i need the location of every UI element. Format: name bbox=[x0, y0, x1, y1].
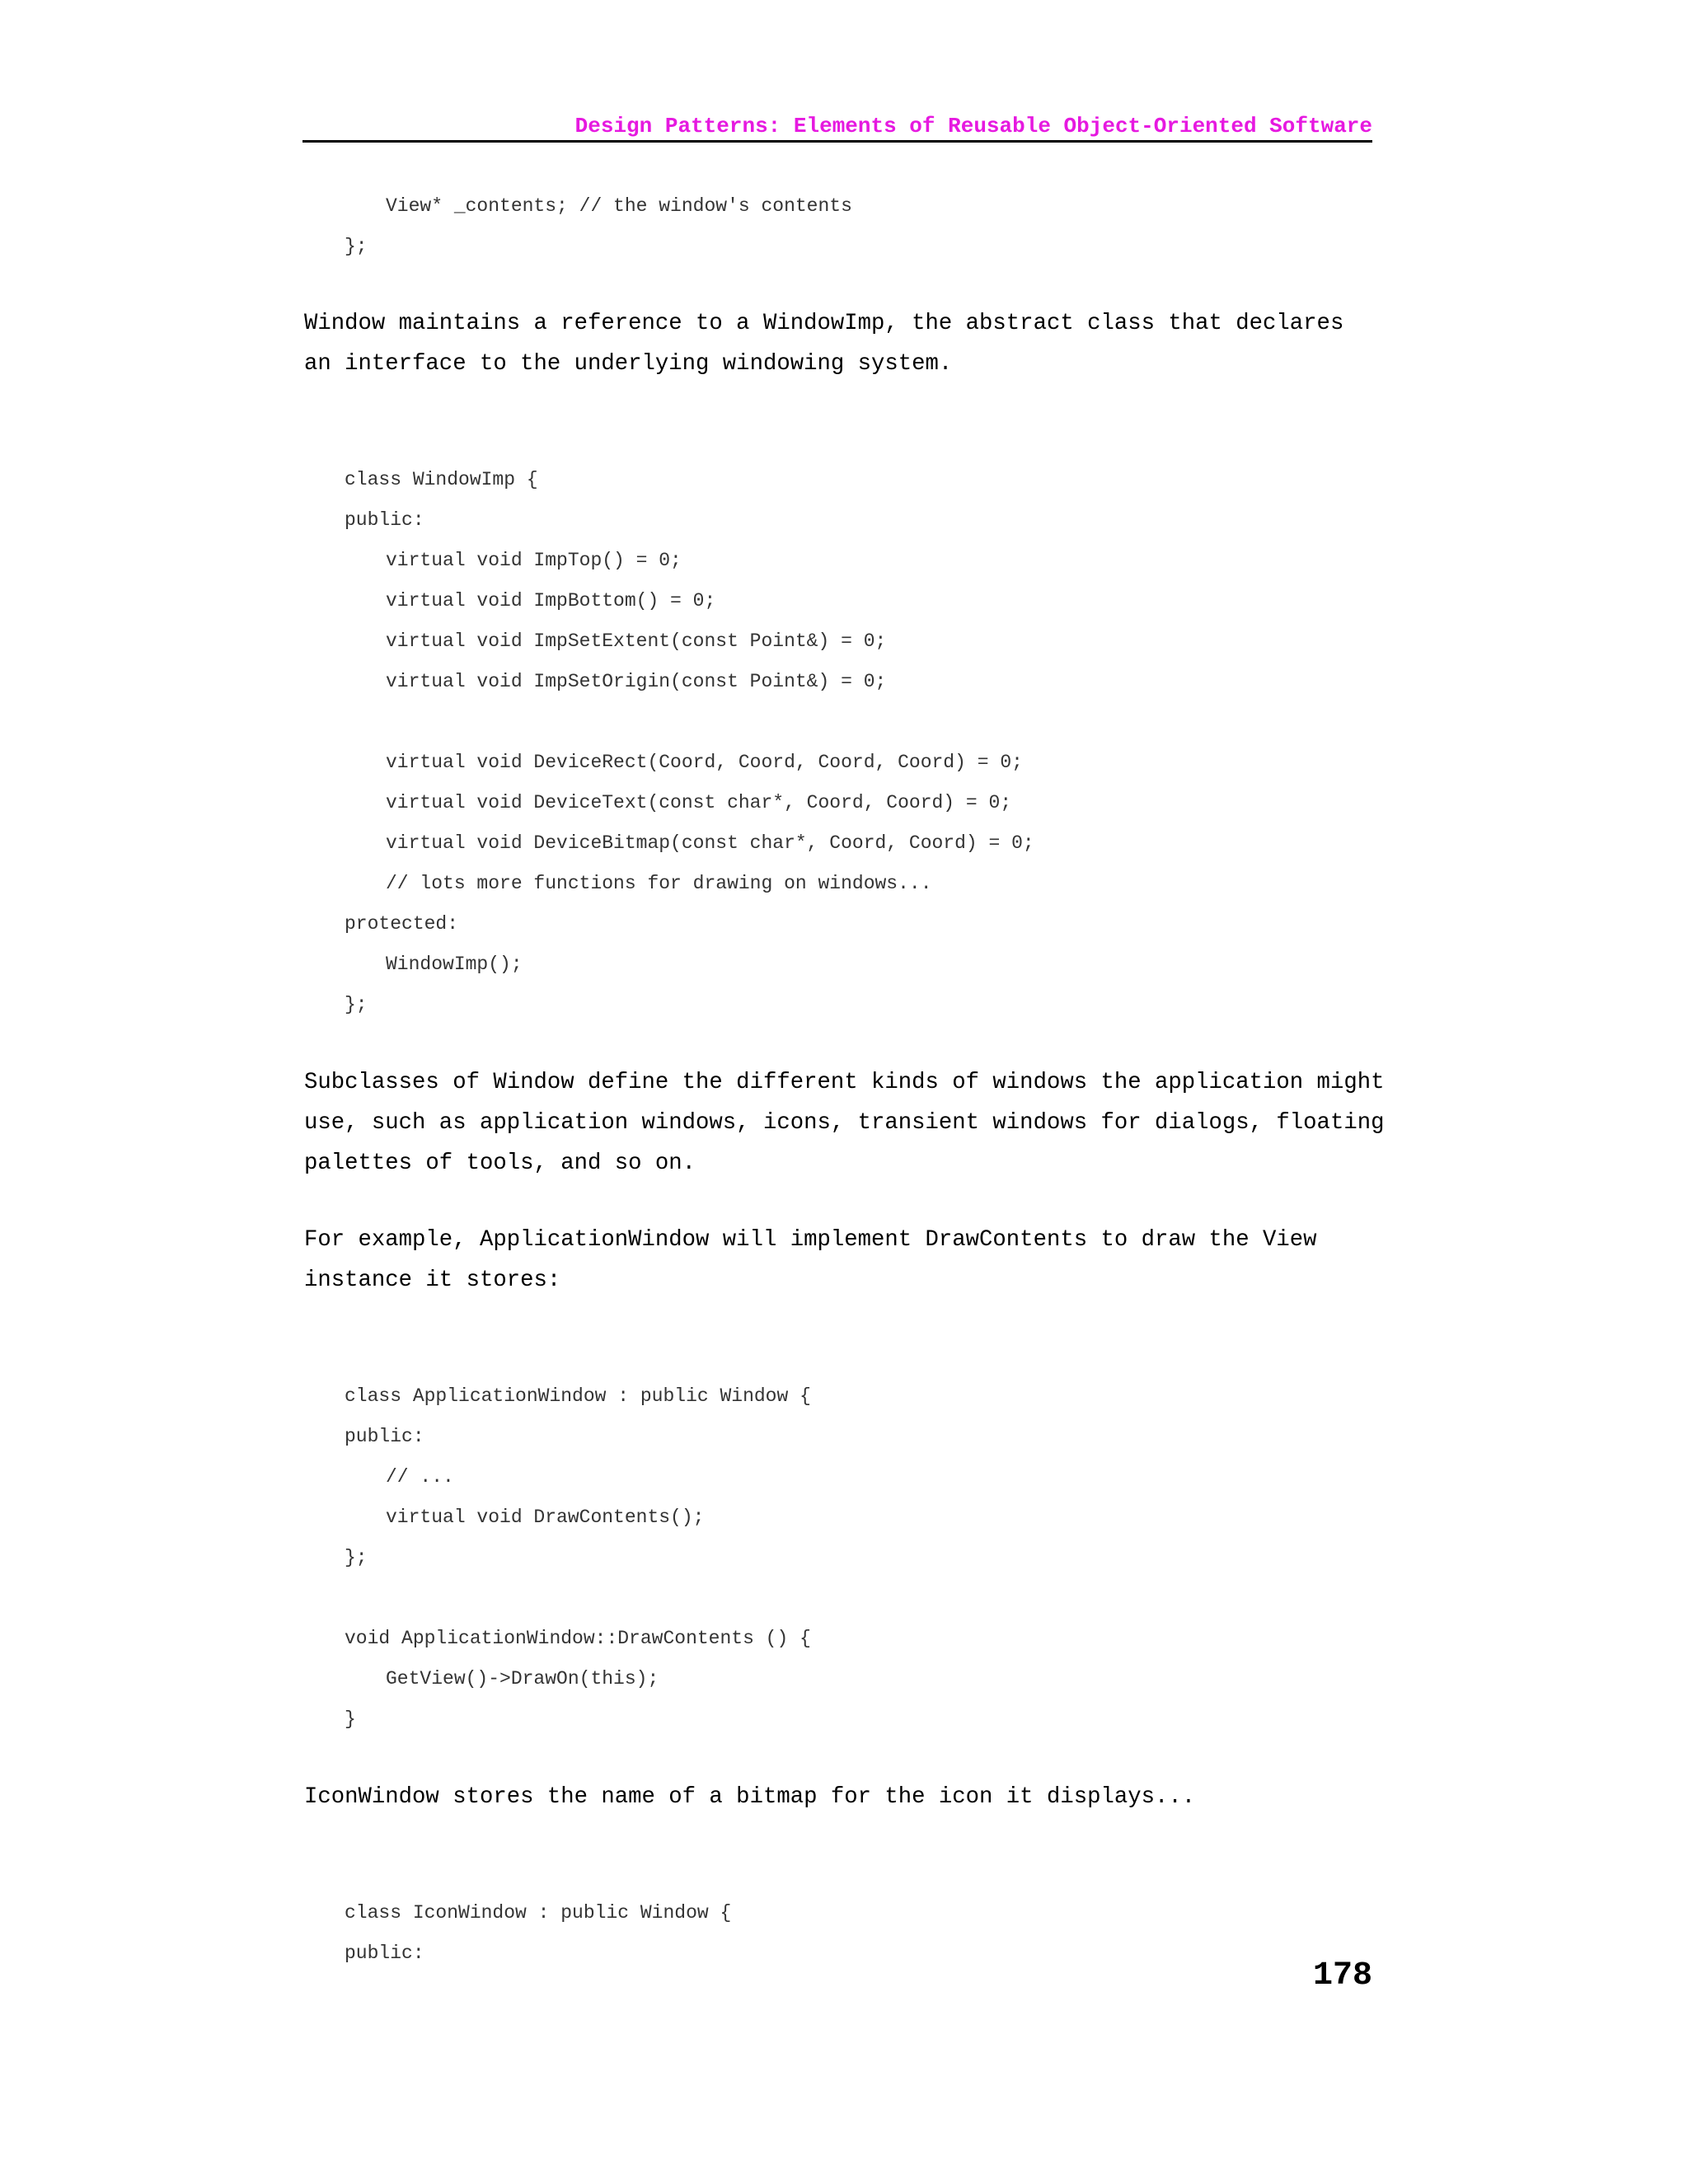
code-line: public: bbox=[345, 1426, 424, 1447]
code-line: virtual void DeviceText(const char*, Coord, Coord) = 0; bbox=[386, 792, 1012, 813]
code-line: virtual void ImpSetExtent(const Point&) = 0; bbox=[386, 630, 887, 652]
body-text-line: Subclasses of Window define the different kinds of windows the application might bbox=[304, 1070, 1385, 1095]
body-text-line: For example, ApplicationWindow will implement DrawContents to draw the View bbox=[304, 1227, 1317, 1253]
code-line: virtual void DeviceRect(Coord, Coord, Coord, Coord) = 0; bbox=[386, 752, 1023, 773]
code-line: GetView()->DrawOn(this); bbox=[386, 1668, 659, 1690]
code-comment-line: // lots more functions for drawing on windows... bbox=[386, 873, 932, 894]
code-line: virtual void ImpTop() = 0; bbox=[386, 550, 682, 571]
code-line: } bbox=[345, 1708, 356, 1730]
book-title: Design Patterns: Elements of Reusable Object-Oriented Software bbox=[574, 114, 1372, 138]
body-text-line: palettes of tools, and so on. bbox=[304, 1151, 696, 1176]
code-line: virtual void ImpSetOrigin(const Point&) = 0; bbox=[386, 671, 887, 692]
code-line: }; bbox=[345, 236, 368, 257]
code-line: virtual void DrawContents(); bbox=[386, 1507, 705, 1528]
code-line: class ApplicationWindow : public Window { bbox=[345, 1385, 811, 1407]
code-comment-line: // ... bbox=[386, 1466, 454, 1488]
code-line: class WindowImp { bbox=[345, 469, 538, 490]
body-text-line: use, such as application windows, icons, transient windows for dialogs, floating bbox=[304, 1110, 1385, 1136]
code-line: class IconWindow : public Window { bbox=[345, 1902, 732, 1924]
code-line: }; bbox=[345, 1547, 368, 1568]
code-line: virtual void DeviceBitmap(const char*, Coord, Coord) = 0; bbox=[386, 832, 1034, 854]
code-line: }; bbox=[345, 994, 368, 1015]
code-line: View* _contents; // the window's contents bbox=[386, 195, 852, 217]
code-line: protected: bbox=[345, 913, 459, 935]
page-number: 178 bbox=[1312, 1957, 1372, 1994]
body-text-line: instance it stores: bbox=[304, 1268, 561, 1293]
code-line: public: bbox=[345, 509, 424, 531]
running-header bbox=[302, 112, 1372, 140]
code-line: virtual void ImpBottom() = 0; bbox=[386, 590, 716, 612]
body-text-line: an interface to the underlying windowing system. bbox=[304, 351, 953, 377]
code-line: public: bbox=[345, 1943, 424, 1964]
body-text-line: Window maintains a reference to a WindowImp, the abstract class that declares bbox=[304, 311, 1344, 336]
code-line: void ApplicationWindow::DrawContents () { bbox=[345, 1628, 811, 1649]
body-text-line: IconWindow stores the name of a bitmap for the icon it displays... bbox=[304, 1784, 1196, 1810]
code-line: WindowImp(); bbox=[386, 954, 523, 975]
header-rule bbox=[302, 140, 1372, 143]
